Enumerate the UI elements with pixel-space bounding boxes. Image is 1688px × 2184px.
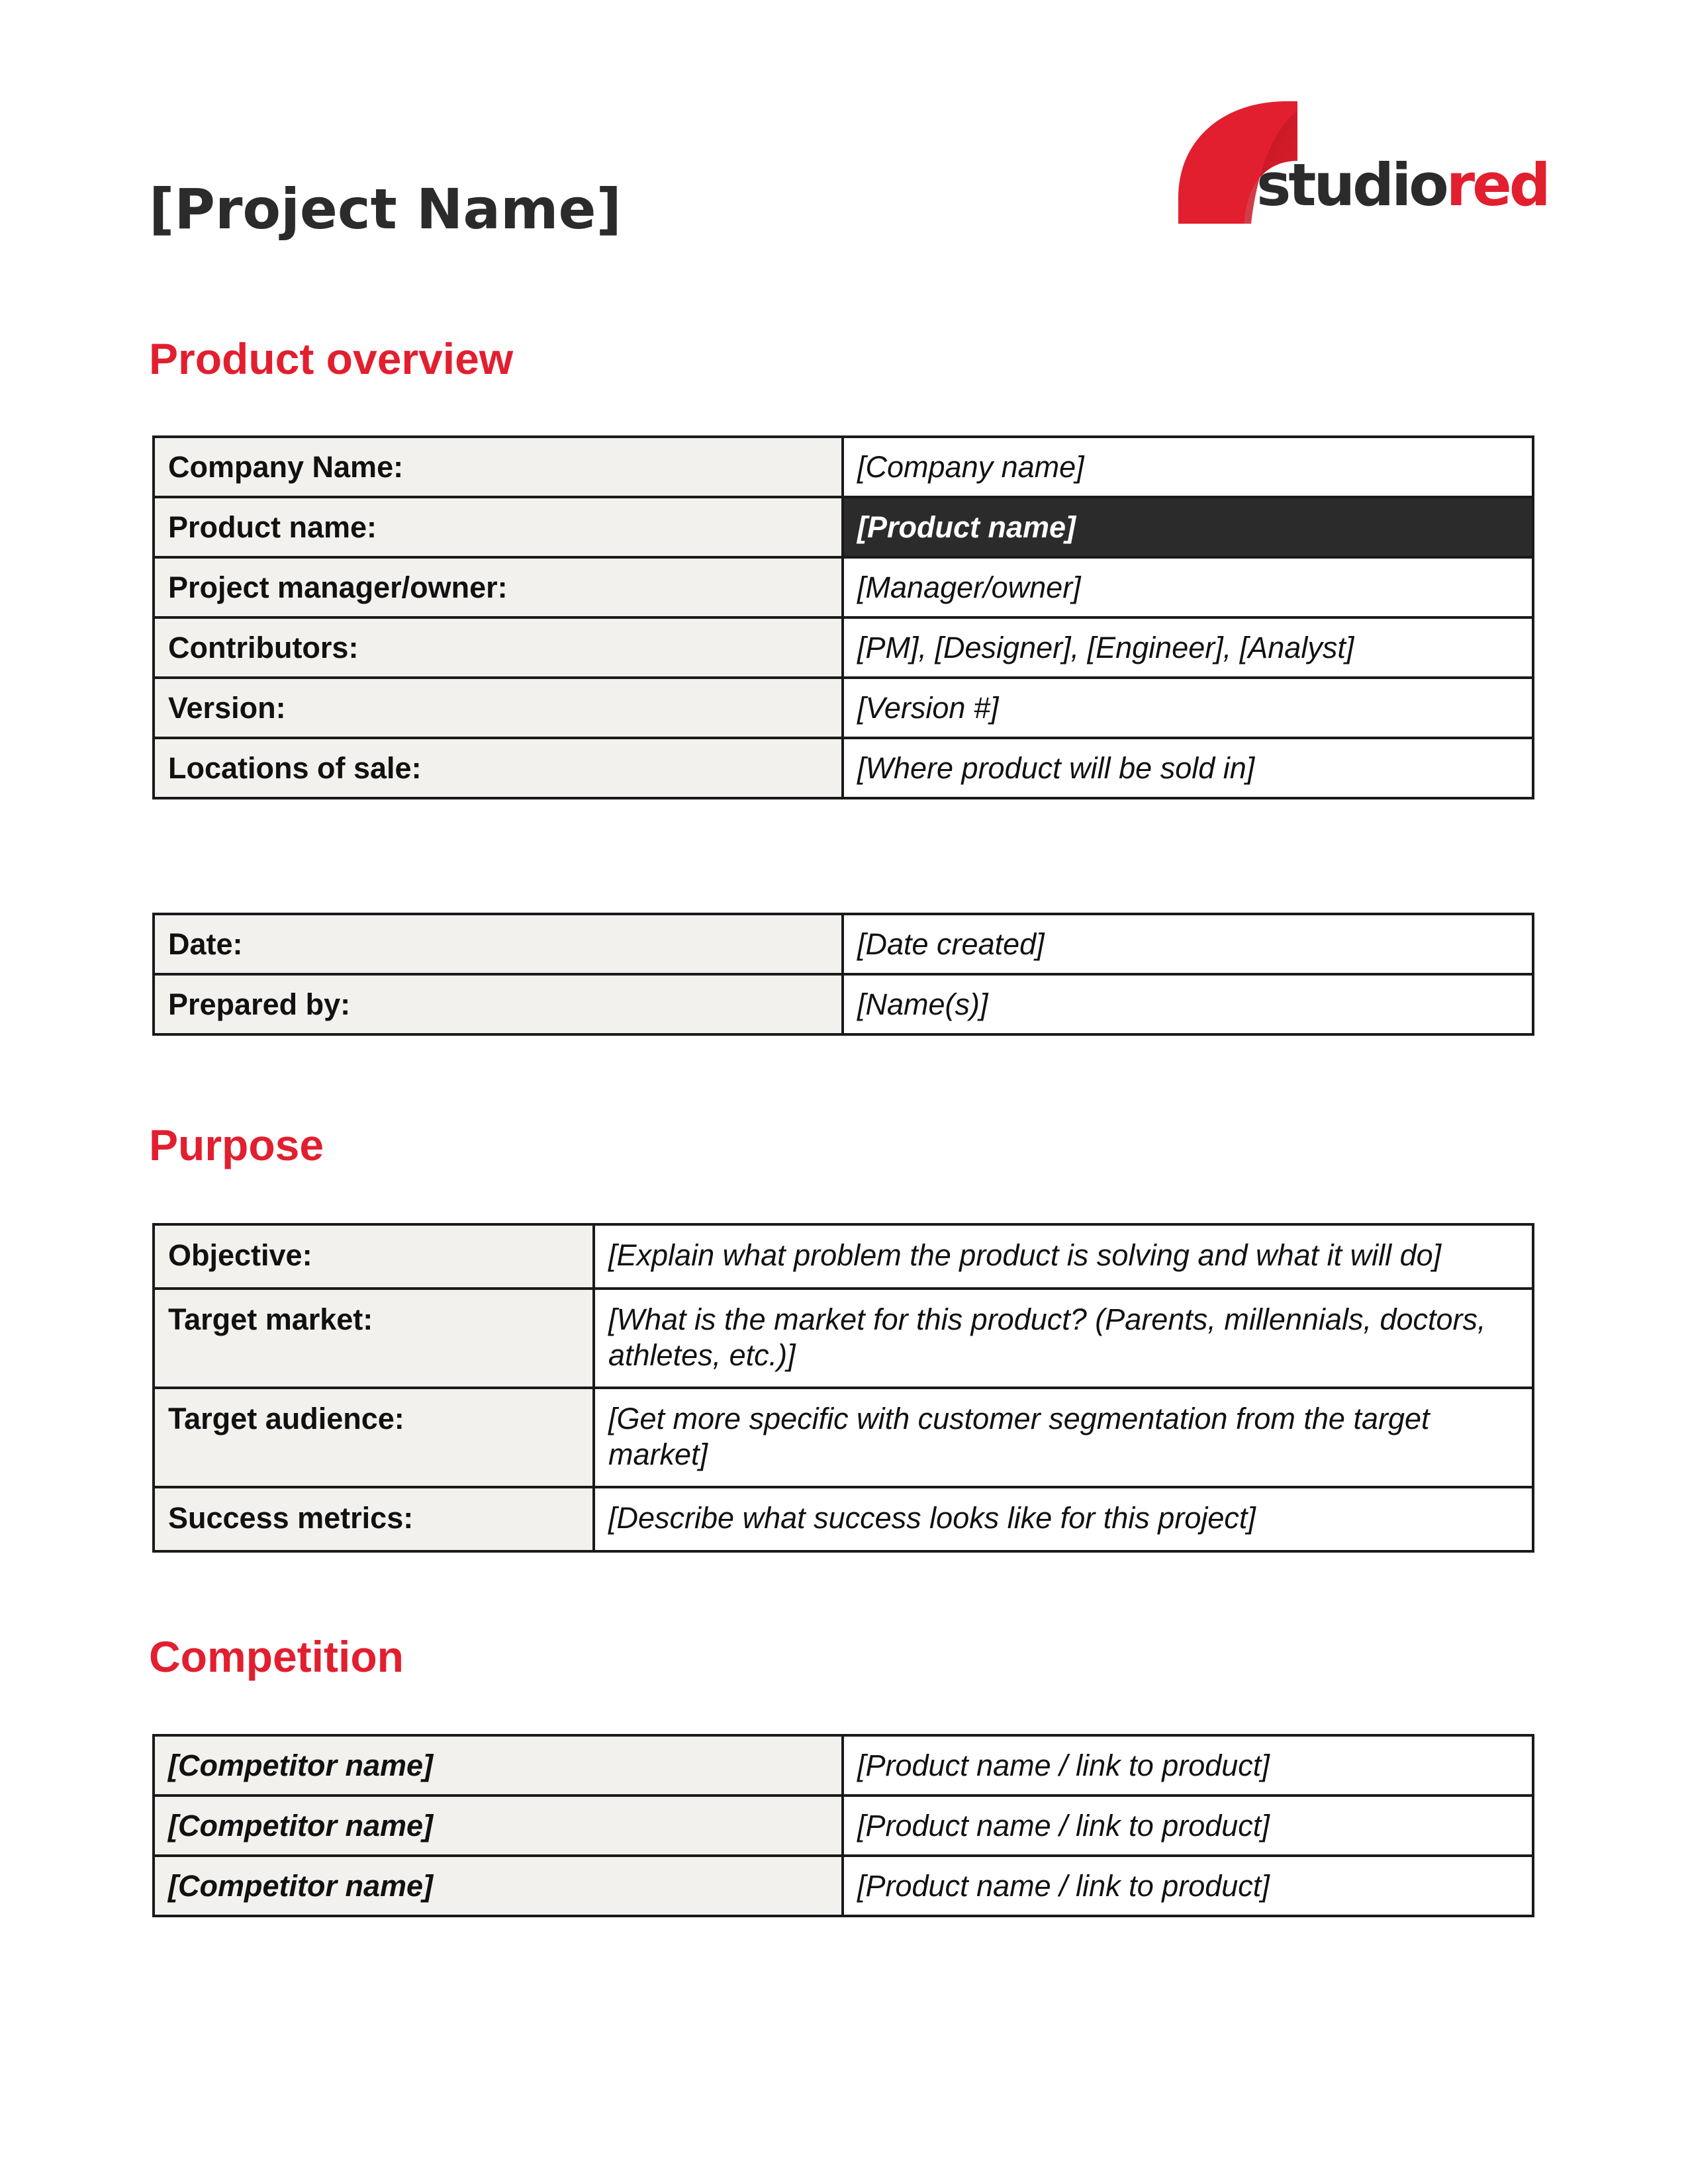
table-row [154,1224,1533,1289]
row-value[interactable]: [PM], [Designer], [Engineer], [Analyst] [843,617,1533,678]
competitor-name[interactable]: [Competitor name] [154,1856,843,1916]
row-value[interactable]: [Company name] [843,437,1533,497]
row-label: Success metrics: [154,1487,594,1551]
row-label: Product name: [154,497,843,557]
logo-text-studio: studio [1256,151,1446,219]
row-value[interactable]: [Version #] [843,678,1533,738]
competitor-name[interactable]: [Competitor name] [154,1796,843,1856]
row-label: Version: [154,678,843,738]
row-value-selected[interactable]: [Product name] [843,497,1533,557]
date-prepared-table [152,913,1534,1036]
row-value[interactable]: [Explain what problem the product is solving and what it will do] [594,1224,1533,1289]
logo-wordmark [1256,151,1548,219]
project-title: [Project Name] [149,177,622,242]
studiored-logo [1178,98,1548,224]
table-row [154,497,1533,557]
row-label: Contributors: [154,617,843,678]
table-row [154,914,1533,974]
row-label: Date: [154,914,843,974]
competitor-product[interactable]: [Product name / link to product] [843,1735,1533,1796]
row-label: Company Name: [154,437,843,497]
table-row [154,1487,1533,1551]
product-overview-table [152,435,1534,799]
table-row [154,1796,1533,1856]
row-label: Locations of sale: [154,738,843,798]
table-row [154,1856,1533,1916]
table-row [154,974,1533,1034]
row-label: Target market: [154,1289,594,1388]
row-label: Target audience: [154,1388,594,1487]
logo-text-red: red [1446,151,1548,219]
row-label: Project manager/owner: [154,557,843,617]
row-value[interactable]: [What is the market for this product? (Parents, millennials, doctors, athletes, etc.)] [594,1289,1533,1388]
row-label: Objective: [154,1224,594,1289]
table-row [154,437,1533,497]
table-row [154,617,1533,678]
table-row [154,1388,1533,1487]
row-value[interactable]: [Date created] [843,914,1533,974]
table-row [154,678,1533,738]
table-row [154,557,1533,617]
table-row [154,1735,1533,1796]
purpose-table [152,1223,1534,1553]
row-value[interactable]: [Manager/owner] [843,557,1533,617]
competition-table [152,1734,1534,1917]
competitor-product[interactable]: [Product name / link to product] [843,1856,1533,1916]
section-heading-competition: Competition [149,1632,404,1681]
section-heading-purpose: Purpose [149,1120,324,1169]
table-row [154,1289,1533,1388]
row-label: Prepared by: [154,974,843,1034]
section-heading-product-overview: Product overview [149,334,514,383]
row-value[interactable]: [Name(s)] [843,974,1533,1034]
table-row [154,738,1533,798]
row-value[interactable]: [Where product will be sold in] [843,738,1533,798]
competitor-name[interactable]: [Competitor name] [154,1735,843,1796]
competitor-product[interactable]: [Product name / link to product] [843,1796,1533,1856]
row-value[interactable]: [Describe what success looks like for this project] [594,1487,1533,1551]
row-value[interactable]: [Get more specific with customer segmentation from the target market] [594,1388,1533,1487]
